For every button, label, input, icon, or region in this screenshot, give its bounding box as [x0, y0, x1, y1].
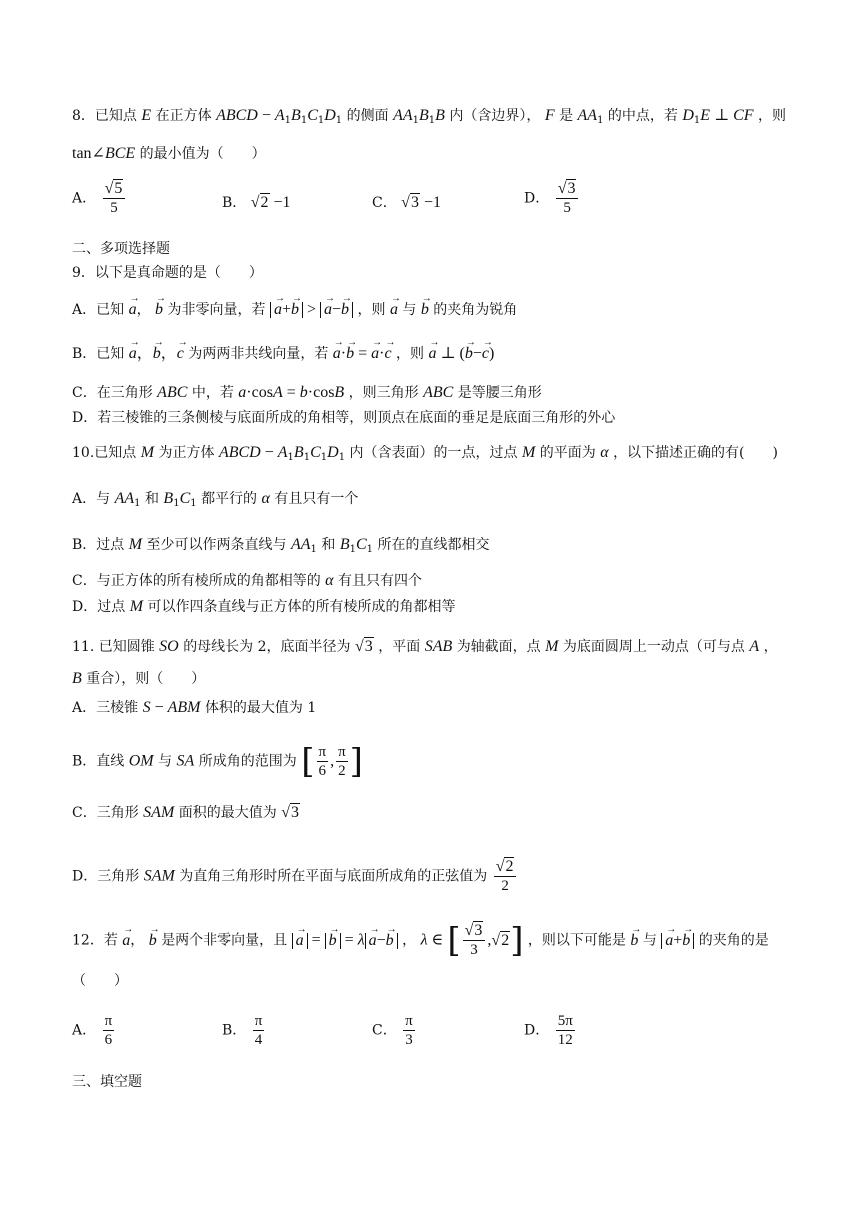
text: 都平行的	[201, 491, 258, 507]
text: ，	[130, 932, 145, 949]
text: B．已知	[72, 346, 125, 362]
text: 与	[158, 753, 173, 770]
q8-text-f: ，则	[758, 108, 787, 124]
q8-option-d: D． $\frac{√3}{5}$	[524, 180, 580, 217]
text: 的母线长为 2，底面半径为	[183, 639, 351, 655]
text: ，平面	[378, 639, 421, 655]
text: 为底面圆周上一动点（可与点	[562, 639, 745, 655]
option-label: B．	[222, 1022, 247, 1039]
text: ，则三角形	[348, 385, 419, 401]
text: ，则以下可能是	[527, 932, 626, 949]
text: 12．若	[72, 932, 118, 949]
q11-option-d: D．三角形 SAM 为直角三角形时所在平面与底面所成角的正弦值为 $\frac{√2}{2}$	[72, 858, 518, 895]
q9-option-b: B．已知 → a，→ b，→ c 为两两非共线向量，若 → a·→ b = → a·→ c ，则 → a ⊥ (→ b−→ c)	[72, 344, 494, 364]
text: 与	[402, 302, 417, 318]
text: 有且只有四个	[338, 573, 423, 589]
text: 面积的最大值为	[178, 805, 277, 821]
section-fill-blank: 三、填空题	[72, 1074, 142, 1090]
text: A．三棱锥	[72, 700, 139, 716]
text: 的平面为	[539, 445, 596, 461]
text: ，以下描述正确的有( )	[613, 445, 778, 461]
option-label: D．	[524, 1022, 550, 1039]
text: 中，若	[191, 385, 234, 401]
q8-option-b: B． √2 −1	[222, 194, 291, 211]
option-label: A．	[72, 190, 97, 207]
text: 是两个非零向量，且	[161, 932, 288, 949]
q8-text-a: 在正方体	[155, 108, 212, 124]
text: D．过点	[72, 599, 126, 615]
option-label: B．	[222, 195, 247, 211]
q9-stem: 9．以下是真命题的是（ ）	[72, 265, 263, 281]
q9-option-d: D．若三棱锥的三条侧棱与底面所成的角相等，则顶点在底面的垂足是底面三角形的外心	[72, 410, 616, 426]
text: 内（含表面）的一点，过点	[349, 445, 518, 461]
text: C．在三角形	[72, 385, 153, 401]
option-label: D．	[524, 190, 550, 207]
q11-option-c: C．三角形 SAM 面积的最大值为 √3	[72, 804, 299, 821]
q8-line1: 8．已知点 E 在正方体 ABCD − $A_1B_1C_1D_1$ 的侧面 $AA_1B_1B$ 内（含边界）， F 是 $AA_1$ 的中点，若 $D_1E$ ⊥ CF ，则	[72, 107, 787, 126]
text: 与	[642, 932, 657, 949]
q11-stem-line2: B 重合），则（ ）	[72, 670, 206, 687]
text: C．与正方体的所有棱所成的角都相等的	[72, 573, 321, 589]
q8-text-d: 是	[559, 108, 574, 124]
q9-option-a: A．已知 → a， → b 为非零向量，若 → a+→ b > → a−→ b ，则 → a 与 → b 的夹角为锐角	[72, 300, 517, 320]
text: 所在的直线都相交	[377, 537, 490, 553]
q11-option-a: A．三棱锥 S − ABM 体积的最大值为 1	[72, 699, 317, 716]
text: 是等腰三角形	[457, 385, 542, 401]
text: 为轴截面，点	[456, 639, 541, 655]
q10-option-a: A．与 $AA_1$ 和 $B_1C_1$ 都平行的 α 有且只有一个	[72, 490, 359, 509]
q8-text-b: 的侧面	[346, 108, 389, 124]
text: 体积的最大值为 1	[204, 700, 317, 716]
q12-option-b: B． $\frac{\pi}{4}$	[222, 1013, 263, 1048]
q8-text-end: 的最小值为（ ）	[139, 146, 266, 162]
option-label: C．	[372, 1022, 397, 1039]
q12-option-a: A． $\frac{\pi}{6}$	[72, 1013, 113, 1048]
text: 的夹角的是	[698, 932, 769, 949]
text: 为两两非共线向量，若	[188, 346, 329, 362]
text: C．三角形	[72, 805, 139, 821]
q10-option-b: B．过点 M 至少可以作两条直线与 $AA_1$ 和 $B_1C_1$ 所在的直线都相交	[72, 536, 490, 555]
text: D．三角形	[72, 868, 140, 885]
text: ，	[402, 932, 417, 949]
q8-option-a: A． $\frac{√5}{5}$	[72, 180, 127, 217]
text: 为正方体	[158, 445, 215, 461]
text: 至少可以作两条直线与	[146, 537, 287, 553]
text: 为直角三角形时所在平面与底面所成角的正弦值为	[179, 868, 488, 885]
text: 有且只有一个	[274, 491, 359, 507]
option-label: A．	[72, 1022, 97, 1039]
q8-text-e: 的中点，若	[607, 108, 678, 124]
text: 为非零向量，若	[167, 302, 266, 318]
text: ，则	[396, 346, 425, 362]
text: 和	[321, 537, 336, 553]
text: 重合），则（ ）	[86, 671, 206, 687]
q10-option-d: D．过点 M 可以作四条直线与正方体的所有棱所成的角都相等	[72, 598, 456, 615]
q8-intro: 8．已知点	[72, 108, 137, 124]
text: B．过点	[72, 537, 125, 553]
q12-stem: 12．若 → a， → b 是两个非零向量，且 → a = → b = λ→ a−→ b ， λ ∈ [ $\frac{√3}{3}$ ,√2] ，则以下可能是 → b 与 → a+→ b 的夹角的是	[72, 922, 769, 959]
q8-text-c: 内（含边界），	[449, 108, 541, 124]
q10-stem: 10.已知点 M 为正方体 ABCD − $A_1B_1C_1D_1$ 内（含表面）的一点，过点 M 的平面为 α ，以下描述正确的有( )	[72, 444, 778, 463]
text: A．与	[72, 491, 111, 507]
text: 10.已知点	[72, 445, 137, 461]
text: 可以作四条直线与正方体的所有棱所成的角都相等	[147, 599, 456, 615]
option-label: C．	[372, 195, 397, 211]
q9-option-c: C．在三角形 ABC 中，若 a·cosA = b·cosB ，则三角形 ABC 是等腰三角形	[72, 384, 542, 401]
q8-option-c: C． √3 −1	[372, 194, 441, 211]
text: 和	[144, 491, 159, 507]
text: 的夹角为锐角	[433, 302, 518, 318]
text: ，	[136, 302, 151, 318]
q11-stem-line1: 11. 已知圆锥 SO 的母线长为 2，底面半径为 √3 ，平面 SAB 为轴截面，点 M 为底面圆周上一动点（可与点 A ，	[72, 638, 778, 655]
q12-paren: （ ）	[72, 973, 128, 989]
q12-option-d: D． $\frac{5\pi}{12}$	[524, 1013, 573, 1048]
text: ，	[763, 639, 778, 655]
q10-option-c: C．与正方体的所有棱所成的角都相等的 α 有且只有四个	[72, 572, 423, 589]
q12-option-c: C． $\frac{\pi}{3}$	[372, 1013, 413, 1048]
text: ，则	[357, 302, 386, 318]
text: A．已知	[72, 302, 125, 318]
q8-line2: tan∠BCE 的最小值为（ ）	[72, 145, 266, 162]
q11-option-b: B．直线 OM 与 SA 所成角的范围为 [ $\frac{\pi}{6}$ , $\frac{\pi}{2}$ ]	[72, 741, 363, 782]
text: 11. 已知圆锥	[72, 639, 155, 655]
text: B．直线	[72, 753, 125, 770]
section-multiple-choice: 二、多项选择题	[72, 241, 170, 257]
text: 所成角的范围为	[198, 753, 297, 770]
